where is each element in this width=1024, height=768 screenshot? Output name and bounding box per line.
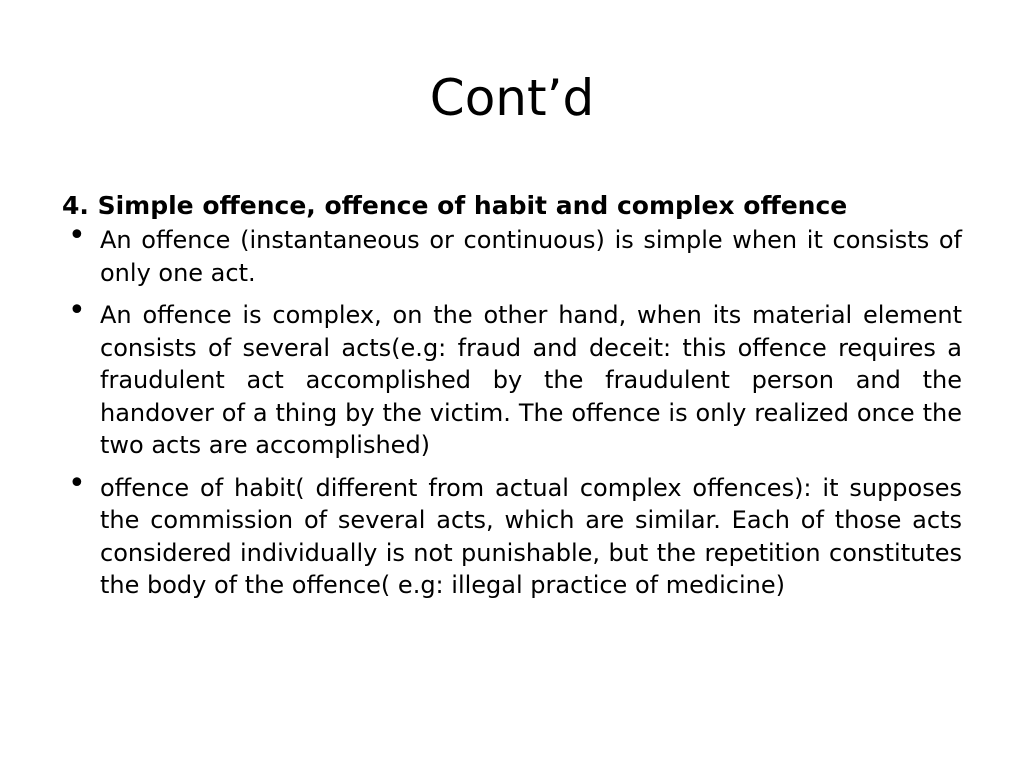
section-heading: 4. Simple offence, offence of habit and complex offence: [62, 191, 848, 220]
bullet-list: [62, 218, 962, 602]
slide-title: Cont’d: [429, 69, 595, 127]
bullet-text: An offence is complex, on the other hand, when its material element consists of several acts(e.g: fraud and deceit: this offence requires a fraudulent act accomplished by the fraudulent person and the handover of a thing by the victim. The offence is only realized once the two acts are accomplished): [100, 301, 962, 459]
bullet-text: offence of habit( different from actual complex offences): it supposes the commission of several acts, which are similar. Each of those acts considered individually is not punishable, but the repetition constitutes the body of the offence( e.g: illegal practice of medicine): [100, 473, 962, 599]
slide-content: [62, 190, 962, 612]
bullet-icon: •: [68, 465, 86, 501]
bullet-icon: •: [68, 218, 86, 253]
bullet-icon: •: [68, 293, 86, 328]
bullet-item-simple-offence: [62, 218, 962, 289]
bullet-item-complex-offence: [62, 293, 962, 462]
bullet-item-offence-of-habit: [62, 465, 962, 602]
bullet-text: An offence (instantaneous or continuous) is simple when it consists of only one act.: [100, 226, 962, 287]
